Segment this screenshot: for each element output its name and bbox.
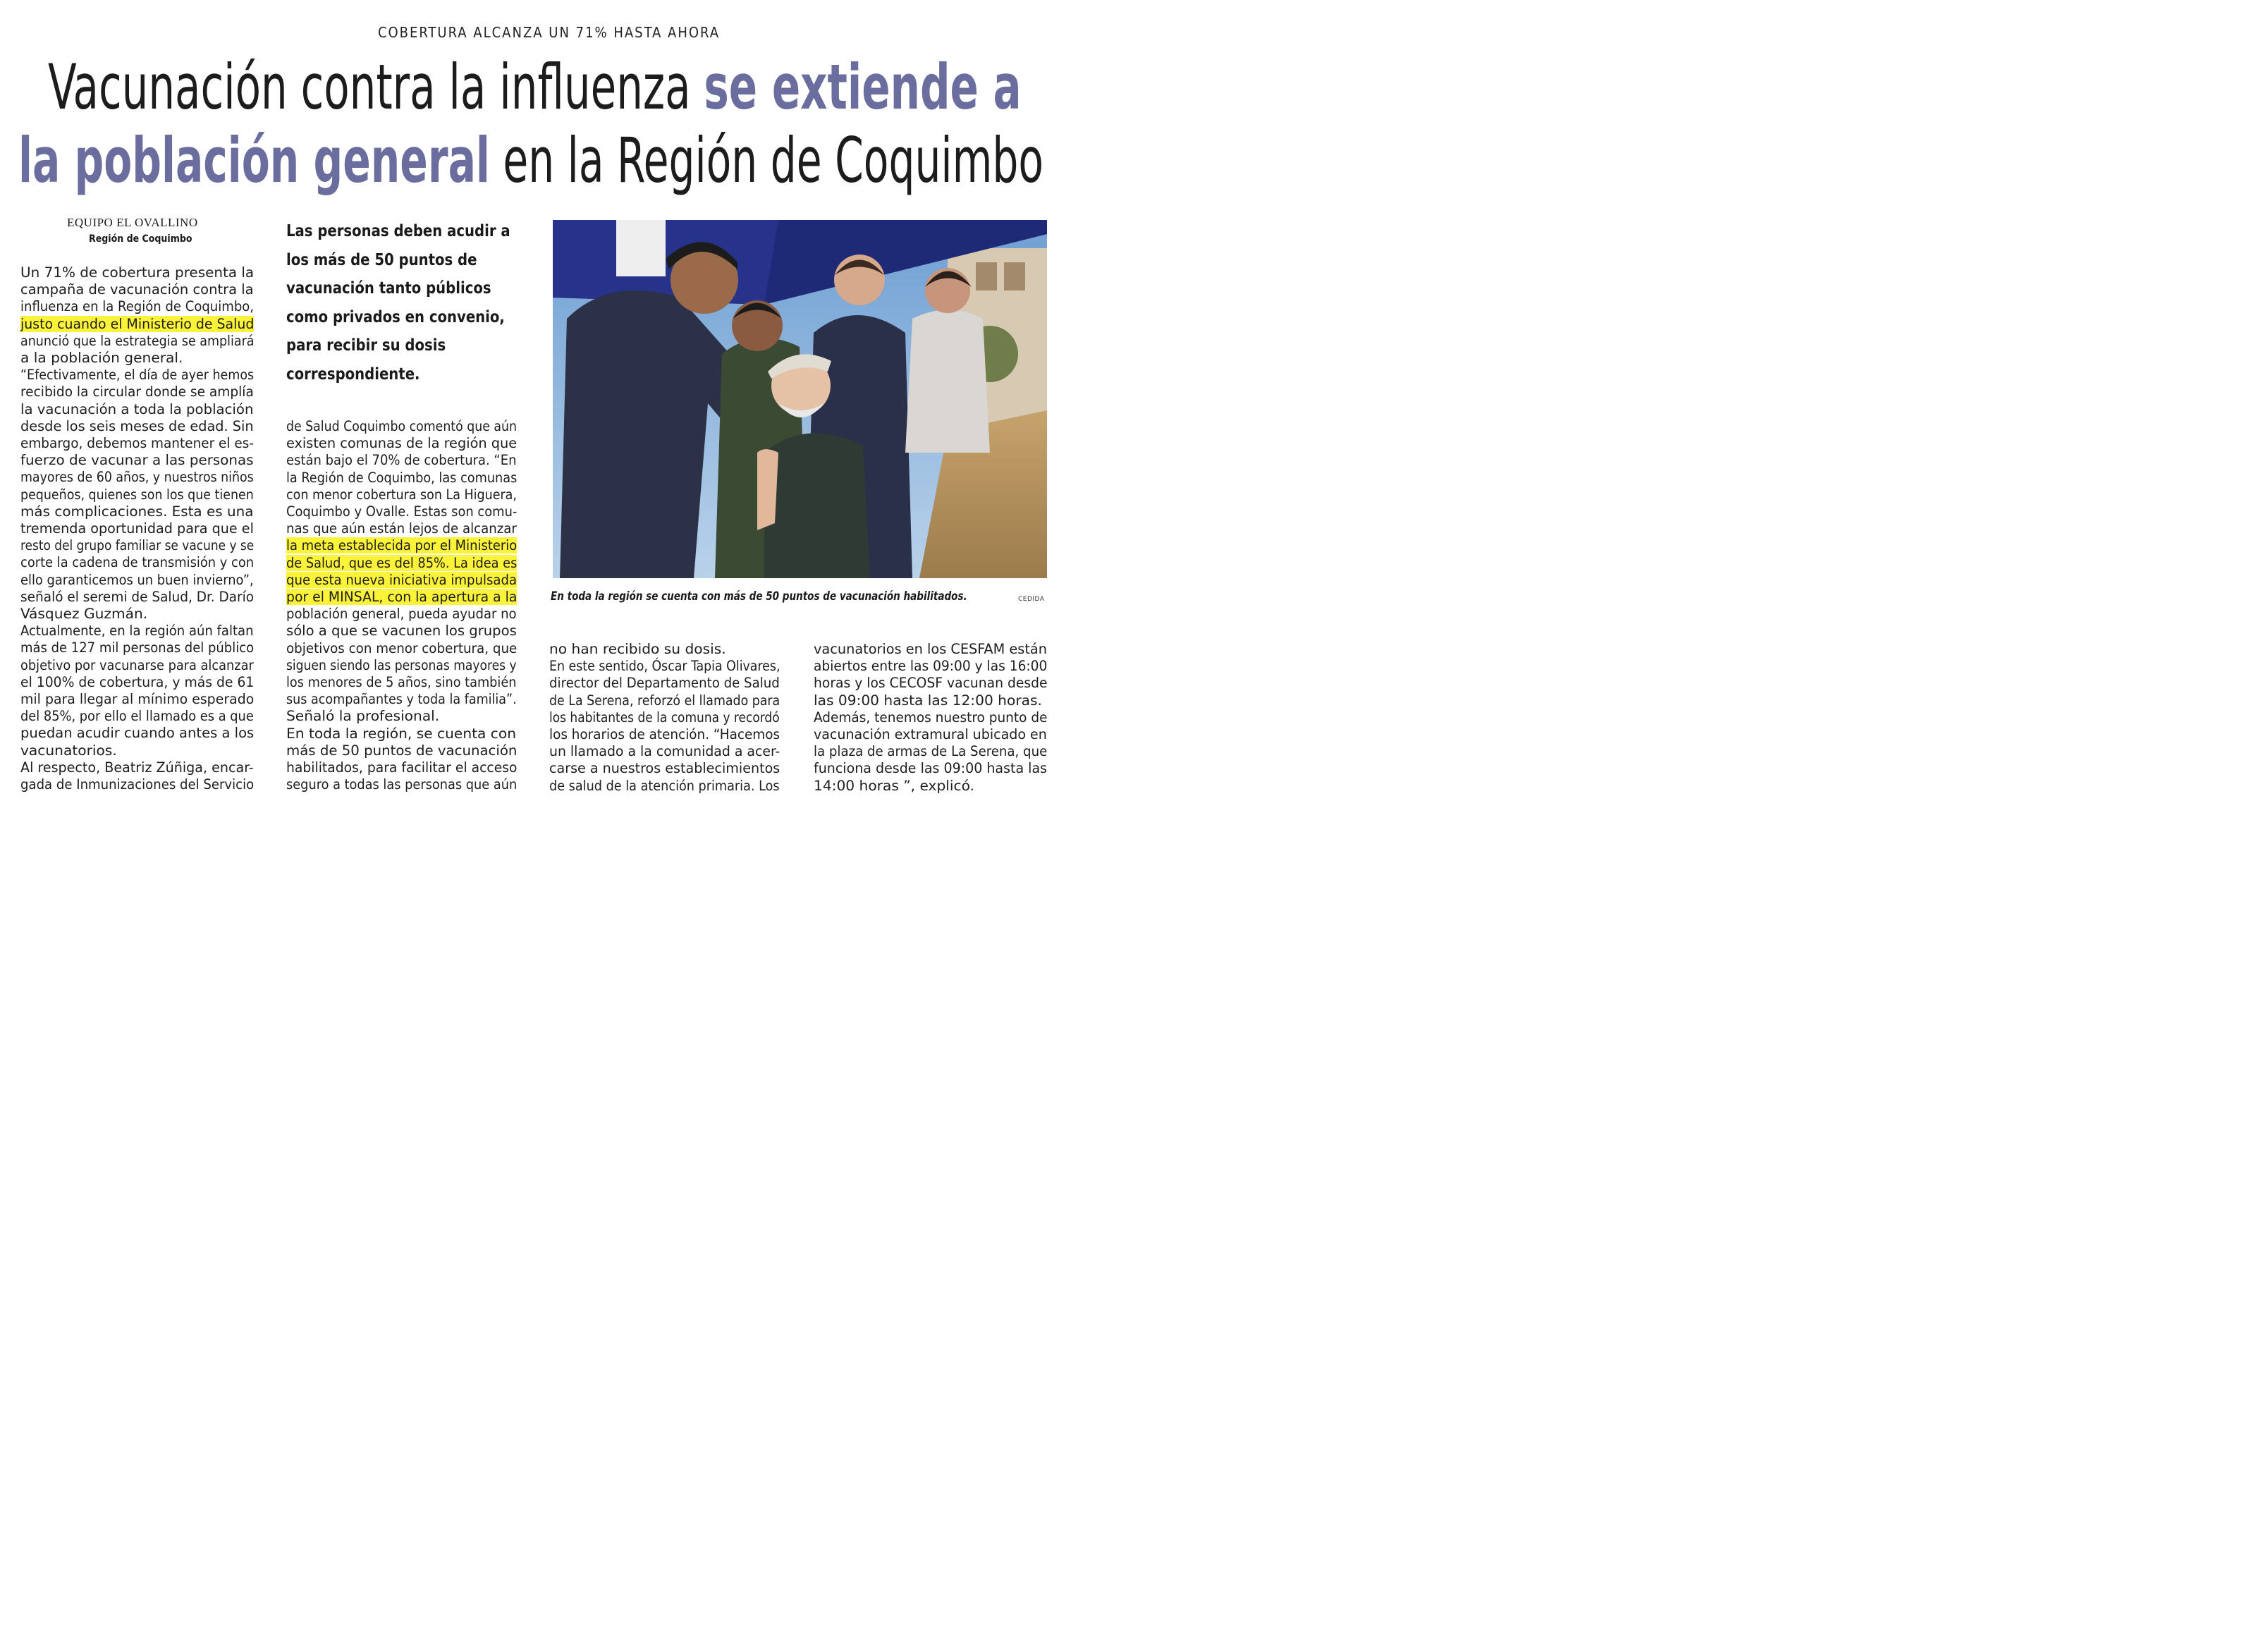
text-run: la plaza de armas de La Serena, que xyxy=(814,743,1048,760)
body-text-line xyxy=(20,725,254,742)
text-run: los habitantes de la comuna y recordó xyxy=(549,709,780,726)
text-run: gada de Inmunizaciones del Servicio xyxy=(20,776,255,793)
body-text-line xyxy=(20,520,254,537)
text-run: más de 127 mil personas del público xyxy=(20,640,255,656)
body-text-line xyxy=(814,675,1048,692)
body-text-line xyxy=(20,298,254,315)
body-text-line xyxy=(549,743,780,760)
body-text-line xyxy=(20,418,254,435)
text-run: señaló el seremi de Salud, Dr. Darío xyxy=(20,588,255,605)
body-text-line xyxy=(286,726,516,742)
text-run: los horarios de atención. “Hacemos xyxy=(549,726,780,742)
text-run: las 09:00 hasta las 12:00 horas. xyxy=(814,692,1042,709)
body-text-line xyxy=(286,640,517,657)
text-run: vacunatorios en los CESFAM están xyxy=(814,641,1047,657)
body-text-line xyxy=(814,692,1042,709)
body-text-line xyxy=(549,675,780,692)
text-run: puedan acudir cuando antes a los xyxy=(20,725,255,742)
body-text-line xyxy=(20,367,254,384)
body-text-line xyxy=(20,742,117,759)
text-run: a la población general. xyxy=(20,350,183,366)
body-text-line xyxy=(286,776,517,793)
body-text-line xyxy=(286,435,517,452)
text-run: de Salud Coquimbo comentó que aún xyxy=(286,418,517,434)
text-run: carse a nuestros establecimientos xyxy=(549,760,780,777)
body-text-line xyxy=(286,742,517,759)
body-text-line xyxy=(286,606,517,623)
text-run: no han recibido su dosis. xyxy=(549,641,726,657)
text-run: Coquimbo y Ovalle. Estas son comu- xyxy=(286,503,518,520)
highlighted-text: de Salud, que es del 85%. La idea es xyxy=(286,554,518,571)
body-text-line xyxy=(20,316,254,333)
text-run: Además, tenemos nuestro punto de xyxy=(814,709,1048,726)
body-text-line xyxy=(286,418,517,435)
body-text-line xyxy=(549,760,780,777)
body-text-line xyxy=(286,708,439,725)
text-run: objetivo por vacunarse para alcanzar xyxy=(20,656,254,673)
body-text-line xyxy=(20,691,254,708)
text-run: director del Departamento de Salud xyxy=(549,675,780,692)
text-run: seguro a todas las personas que aún xyxy=(286,776,518,793)
text-run: En este sentido, Óscar Tapia Olivares, xyxy=(549,658,780,675)
body-text-line xyxy=(20,333,254,350)
highlighted-text: la meta establecida por el Ministerio xyxy=(286,537,518,554)
text-run: más de 50 puntos de vacunación xyxy=(286,742,518,759)
text-run: fuerzo de vacunar a las personas xyxy=(20,452,254,469)
headline-plain-2: en la Región de Coquimbo xyxy=(489,124,1044,197)
text-run: nas que aún están lejos de alcanzar xyxy=(286,520,517,537)
text-run: Actualmente, en la región aún faltan xyxy=(20,623,254,640)
body-text-line xyxy=(286,537,517,554)
body-text-line xyxy=(286,657,517,674)
highlighted-text: por el MINSAL, con la apertura a la xyxy=(286,589,518,605)
body-text-line xyxy=(20,435,254,452)
body-text-line xyxy=(814,658,1047,675)
body-text-line xyxy=(20,469,254,486)
text-run: corte la cadena de transmisión y con xyxy=(20,554,255,571)
pull-quote: Las personas deben acudir a los más de 50 puntos de vacunación tanto públicos como privados en convenio, para recibir su dosis correspondiente. xyxy=(286,222,510,384)
text-run: campaña de vacunación contra la xyxy=(20,281,254,298)
text-run: del 85%, por ello el llamado es a que xyxy=(20,708,254,725)
body-text-line xyxy=(286,487,517,503)
photo-caption: En toda la región se cuenta con más de 50 puntos de vacunación habilitados. xyxy=(551,589,967,604)
byline-author: EQUIPO EL OVALLINO xyxy=(67,216,198,229)
text-run: resto del grupo familiar se vacune y se xyxy=(20,537,255,554)
body-text-line xyxy=(20,572,254,589)
text-run: sus acompañantes y toda la familia”. xyxy=(286,691,517,708)
body-text-line xyxy=(20,708,254,725)
text-run: la vacunación a toda la población xyxy=(20,400,254,417)
body-text-line xyxy=(814,709,1047,726)
text-run: vacunatorios. xyxy=(20,742,117,759)
body-text-line xyxy=(20,623,254,640)
body-text-line xyxy=(20,503,253,520)
text-run: el 100% de cobertura, y más de 61 xyxy=(20,673,255,690)
body-text-line xyxy=(20,350,183,367)
body-text-line xyxy=(20,537,254,554)
body-text-line xyxy=(20,452,254,469)
body-text-line xyxy=(20,264,254,281)
text-run: Señaló la profesional. xyxy=(286,708,440,725)
text-run: un llamado a la comunidad a acer- xyxy=(549,743,780,760)
text-run: habilitados, para facilitar el acceso xyxy=(286,759,518,776)
body-text-line xyxy=(286,452,517,469)
headline-plain-1: Vacunación contra la influenza xyxy=(48,51,704,123)
body-text-line xyxy=(549,709,780,726)
text-run: población general, pueda ayudar no xyxy=(286,606,517,623)
body-text-line xyxy=(20,657,254,674)
body-text-line xyxy=(20,554,254,571)
text-run: de La Serena, reforzó el llamado para xyxy=(549,692,780,709)
body-text-line xyxy=(20,589,254,606)
body-text-line xyxy=(20,281,254,298)
body-text-line xyxy=(20,384,254,400)
body-text-line xyxy=(20,606,147,623)
text-run: funciona desde las 09:00 hasta las xyxy=(814,760,1048,777)
body-text-line xyxy=(20,487,254,503)
text-run: abiertos entre las 09:00 y las 16:00 xyxy=(814,658,1048,675)
body-text-line xyxy=(286,759,518,776)
body-text-line xyxy=(286,623,517,640)
text-run: están bajo el 70% de cobertura. “En xyxy=(286,452,517,469)
body-text-line xyxy=(286,572,517,589)
headline-accent-1: se extiende a xyxy=(704,51,1022,123)
text-run: vacunación extramural ubicado en xyxy=(814,726,1047,742)
body-text-line xyxy=(814,726,1047,743)
body-text-line xyxy=(814,641,1047,658)
text-run: tremenda oportunidad para que el xyxy=(20,520,254,537)
body-text-line xyxy=(286,674,516,691)
body-text-line xyxy=(286,691,517,708)
text-run: Un 71% de cobertura presenta la xyxy=(20,264,255,281)
text-run: la Región de Coquimbo, las comunas xyxy=(286,469,518,486)
text-run: mil para llegar al mínimo esperado xyxy=(20,691,255,707)
headline-line-1 xyxy=(48,51,1022,123)
vaccination-scene-illustration xyxy=(553,220,1047,578)
body-text-line xyxy=(20,674,254,691)
body-text-line xyxy=(286,589,517,606)
text-run: sólo a que se vacunen los grupos xyxy=(286,623,517,640)
text-run: de salud de la atención primaria. Los xyxy=(549,777,780,794)
highlighted-text: que esta nueva iniciativa impulsada xyxy=(286,571,518,588)
text-run: mayores de 60 años, y nuestros niños xyxy=(20,469,254,486)
text-run: embargo, debemos mantener el es- xyxy=(20,435,254,451)
body-text-line xyxy=(286,503,517,520)
body-text-line xyxy=(20,640,254,656)
text-run: con menor cobertura son La Higuera, xyxy=(286,486,517,503)
text-run: los menores de 5 años, sino también xyxy=(286,674,517,690)
text-run: “Efectivamente, el día de ayer hemos xyxy=(20,367,255,384)
photo-credit: CEDIDA xyxy=(1018,596,1045,603)
body-text-line xyxy=(549,726,780,743)
text-run: 14:00 horas ”, explicó. xyxy=(814,777,974,794)
body-text-line xyxy=(20,759,254,776)
body-text-line xyxy=(549,658,780,675)
text-run: pequeños, quienes son los que tienen xyxy=(20,486,254,503)
body-text-line xyxy=(20,401,253,418)
body-text-line xyxy=(814,743,1047,760)
text-run: horas y los CECOSF vacunan desde xyxy=(814,675,1048,692)
body-text-line xyxy=(286,555,517,572)
kicker: COBERTURA ALCANZA UN 71% HASTA AHORA xyxy=(377,24,721,41)
body-text-line xyxy=(814,760,1047,777)
body-text-line xyxy=(549,692,780,709)
text-run: ello garanticemos un buen invierno”, xyxy=(20,571,254,588)
headline-line-2 xyxy=(18,124,1044,197)
body-text-line xyxy=(549,641,726,658)
body-text-line xyxy=(20,776,254,793)
highlighted-text: justo cuando el Ministerio de Salud xyxy=(20,315,255,332)
body-text-line xyxy=(286,520,517,537)
text-run: más complicaciones. Esta es una xyxy=(20,503,254,520)
vaccination-photo xyxy=(553,220,1047,578)
body-text-line xyxy=(549,778,780,795)
text-run: recibido la circular donde se amplía xyxy=(20,384,254,400)
body-text-line xyxy=(814,778,974,795)
text-run: objetivos con menor cobertura, que xyxy=(286,640,518,656)
text-run: existen comunas de la región que xyxy=(286,435,518,452)
text-run: Al respecto, Beatriz Zúñiga, encar- xyxy=(20,759,254,776)
headline-accent-2: la población general xyxy=(18,124,490,197)
text-run: influenza en la Región de Coquimbo, xyxy=(20,298,255,315)
byline-location: Región de Coquimbo xyxy=(89,233,192,245)
text-run: desde los seis meses de edad. Sin xyxy=(20,417,254,434)
text-run: anunció que la estrategia se ampliará xyxy=(20,332,255,349)
text-run: siguen siendo las personas mayores y xyxy=(286,656,517,673)
text-run: Vásquez Guzmán. xyxy=(20,606,148,622)
body-text-line xyxy=(286,470,517,487)
text-run: En toda la región, se cuenta con xyxy=(286,725,517,742)
